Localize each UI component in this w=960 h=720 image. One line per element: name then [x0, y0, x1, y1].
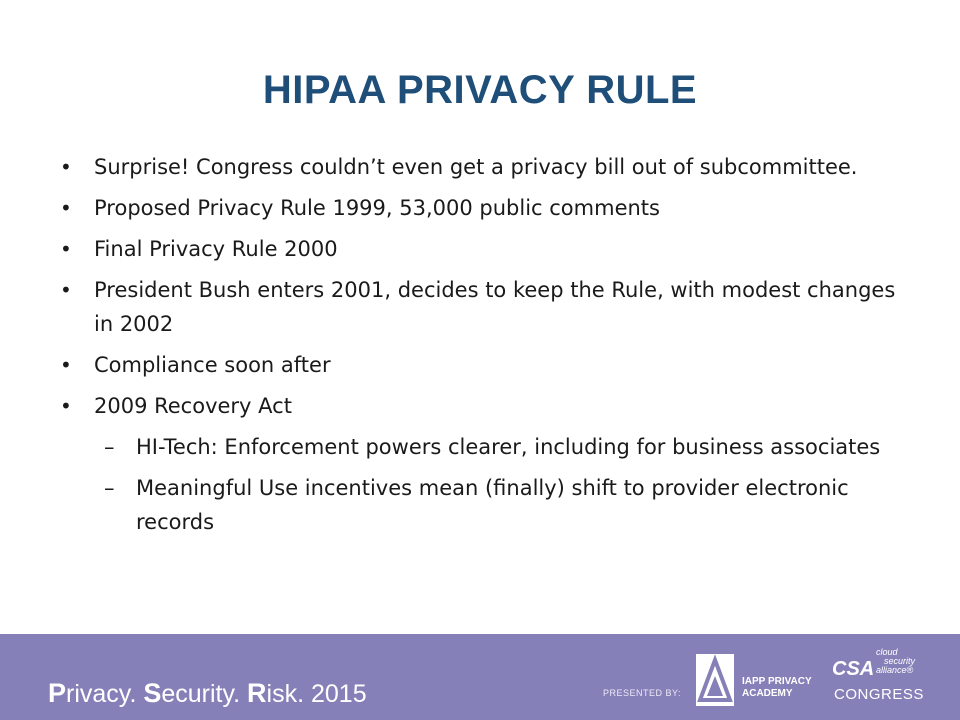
bullet-list — [60, 150, 920, 546]
bullet-item: • Surprise! Congress couldn’t even get a privacy bill out of subcommittee. — [60, 150, 920, 184]
csa-mark: CSA — [832, 658, 875, 680]
footer-band — [0, 634, 960, 720]
brand-ecurity: ecurity. — [161, 680, 248, 708]
brand-s: S — [143, 678, 162, 708]
csa-tagline — [876, 648, 936, 675]
iapp-line-1: IAPP PRIVACY — [742, 676, 812, 687]
bullet-item: • Final Privacy Rule 2000 — [60, 232, 920, 266]
iapp-triangle-icon — [694, 654, 736, 706]
event-brand — [48, 678, 367, 709]
bullet-item: • 2009 Recovery Act — [60, 389, 920, 423]
iapp-logo — [694, 648, 814, 712]
bullet-item: • Proposed Privacy Rule 1999, 53,000 public comments — [60, 191, 920, 225]
sub-bullet-item: – Meaningful Use incentives mean (finally) shift to provider electronic records — [60, 471, 920, 539]
brand-rivacy: rivacy. — [66, 680, 144, 708]
slide-title: HIPAA PRIVACY RULE — [262, 68, 698, 112]
csa-small-3: alliance® — [876, 665, 914, 675]
csa-congress: CONGRESS — [834, 686, 924, 703]
sub-bullet-item: – HI-Tech: Enforcement powers clearer, including for business associates — [60, 430, 920, 464]
iapp-line-2: ACADEMY — [742, 688, 793, 699]
brand-r: R — [247, 678, 267, 708]
csa-small-2: security — [884, 656, 916, 666]
brand-p: P — [48, 678, 67, 708]
brand-isk: isk. 2015 — [266, 680, 367, 708]
csa-small-1: cloud — [876, 647, 898, 657]
presented-by-label: PRESENTED BY: — [603, 688, 682, 698]
iapp-logo-text — [742, 676, 812, 700]
csa-logo — [832, 644, 942, 714]
bullet-item: • President Bush enters 2001, decides to keep the Rule, with modest changes in 2002 — [60, 273, 920, 341]
bullet-item: • Compliance soon after — [60, 348, 920, 382]
